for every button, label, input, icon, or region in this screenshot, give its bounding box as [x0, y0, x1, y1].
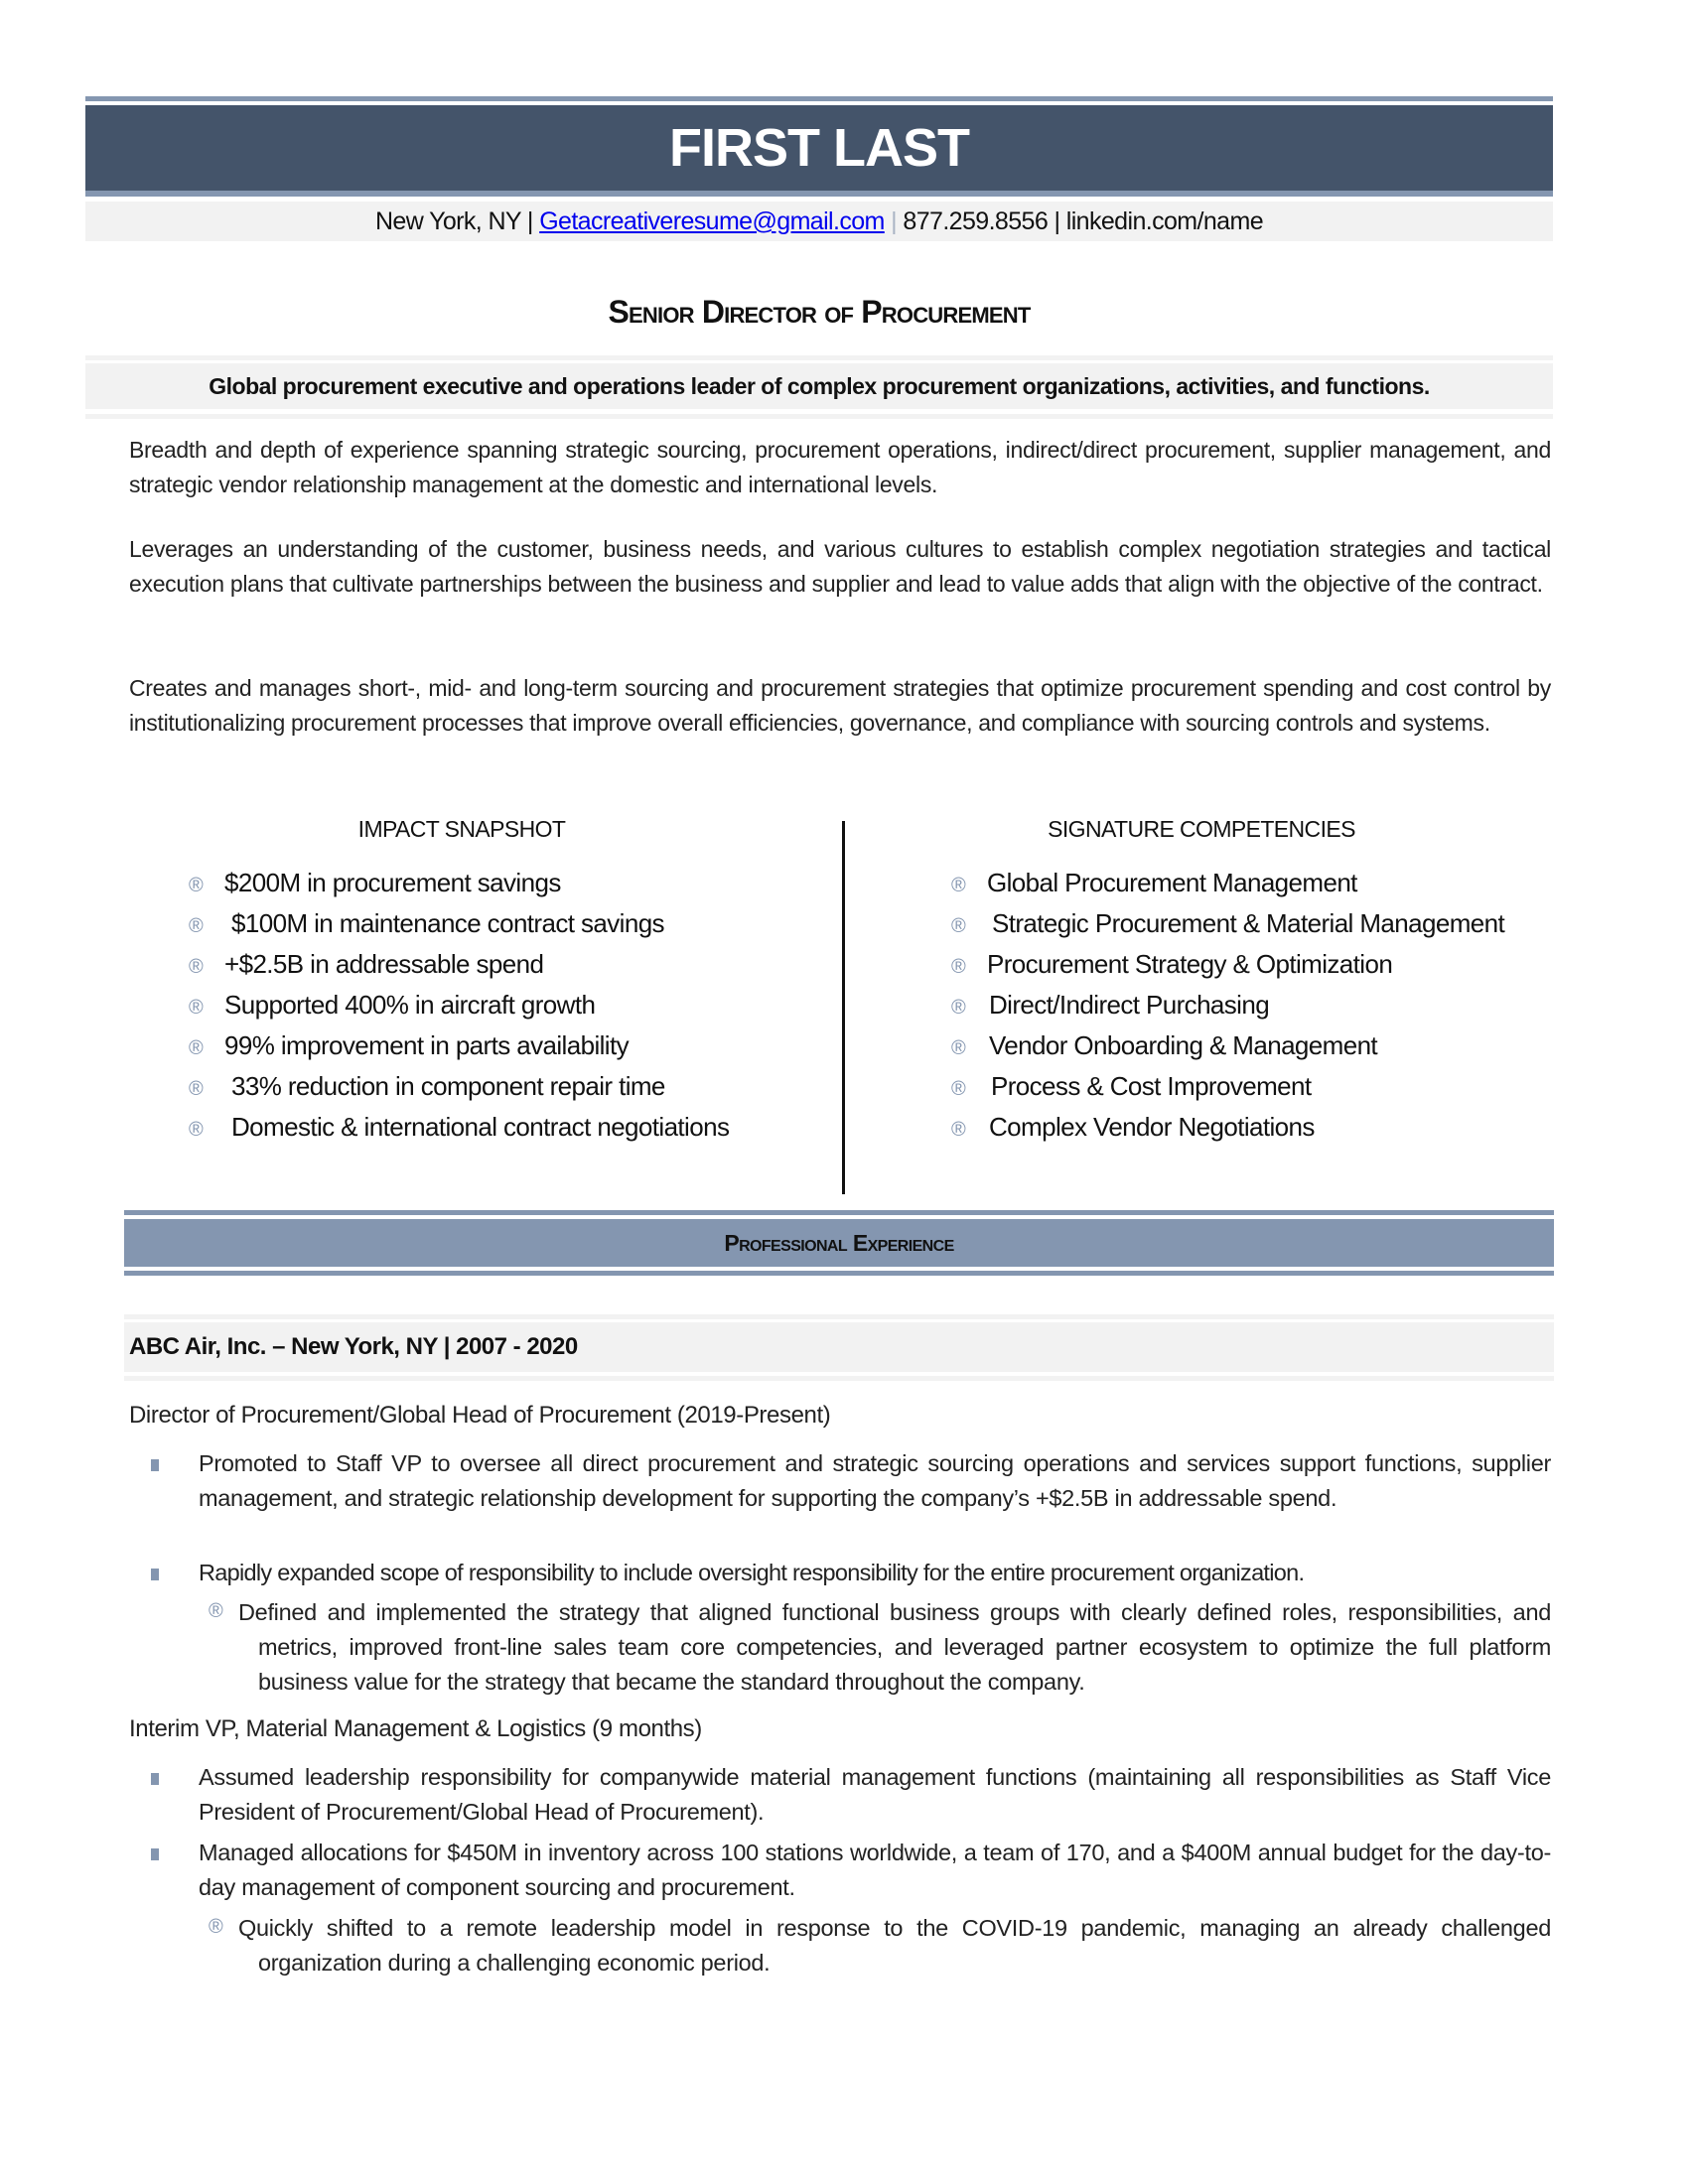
registered-icon: ® [951, 997, 966, 1019]
competency-item: ® Complex Vendor Negotiations [951, 1107, 1504, 1148]
registered-icon: ® [189, 1037, 204, 1059]
registered-icon: ® [951, 1078, 966, 1100]
registered-icon: ® [189, 1078, 204, 1100]
competencies-list [951, 863, 1504, 1148]
linkedin-link[interactable]: linkedin.com/name [1065, 207, 1264, 235]
header-bottom-rule [85, 191, 1553, 197]
competency-item: ® Procurement Strategy & Optimization [951, 944, 1504, 985]
registered-icon: ® [189, 1119, 204, 1141]
summary-paragraph: Creates and manages short-, mid- and long-term sourcing and procurement strategies that optimize procurement spending and cost control by institutionalizing procurement processes that improve overall efficiencies, governance, and compliance with sourcing controls and systems. [129, 675, 1551, 736]
registered-icon: ® [189, 956, 204, 978]
impact-item: ® 33% reduction in component repair time [189, 1066, 729, 1107]
impact-item: ® $100M in maintenance contract savings [189, 903, 729, 944]
role-sub-bullet [238, 1911, 1551, 1980]
registered-icon: ® [209, 1916, 223, 1938]
experience-bottom-rule [124, 1271, 1554, 1276]
registered-icon: ® [209, 1600, 223, 1622]
registered-icon: ® [189, 875, 204, 896]
impact-snapshot-heading: IMPACT SNAPSHOT [357, 816, 566, 842]
competency-item: ® Process & Cost Improvement [951, 1066, 1504, 1107]
registered-icon: ® [189, 997, 204, 1019]
square-bullet-icon [151, 1459, 159, 1471]
experience-section-title: Professional Experience [724, 1230, 954, 1256]
contact-separator: | [526, 207, 533, 235]
role-sub-bullet-text: Quickly shifted to a remote leadership model in response to the COVID-19 pandemic, managing an already challenged organization during a challenging economic period. [238, 1915, 1551, 1976]
registered-icon: ® [951, 915, 966, 937]
impact-list [189, 863, 729, 1148]
impact-item: ® 99% improvement in parts availability [189, 1025, 729, 1066]
company-heading: ABC Air, Inc. – New York, NY | 2007 - 2020 [129, 1333, 578, 1360]
role-sub-bullet-text: Defined and implemented the strategy that aligned functional business groups with clearly defined roles, responsibilities, and metrics, improved front-line sales team core competencies, and leveraged partner ecosystem to optimize the full platform business value for the strategy that became the standard throughout the company. [238, 1599, 1551, 1695]
company-top-strip [124, 1314, 1554, 1319]
registered-icon: ® [951, 1119, 966, 1141]
square-bullet-icon [151, 1848, 159, 1860]
impact-item: ® Supported 400% in aircraft growth [189, 985, 729, 1025]
tagline: Global procurement executive and operations leader of complex procurement organizations, activities, and functions. [209, 373, 1430, 399]
candidate-name: FIRST LAST [669, 118, 969, 178]
tagline-bottom-strip [85, 414, 1553, 419]
experience-top-rule [124, 1210, 1554, 1215]
contact-separator: | [1054, 207, 1060, 235]
contact-location: New York, NY [374, 207, 521, 235]
role-title: Director of Procurement/Global Head of Procurement (2019-Present) [129, 1402, 831, 1429]
contact-line [85, 202, 1553, 241]
impact-item: ® +$2.5B in addressable spend [189, 944, 729, 985]
impact-item: ® $200M in procurement savings [189, 863, 729, 903]
role-bullet: Managed allocations for $450M in inventory across 100 stations worldwide, a team of 170, and a $400M annual budget for the day-to-day management of component sourcing and procurement. [199, 1840, 1551, 1900]
contact-phone: 877.259.8556 [903, 207, 1049, 235]
square-bullet-icon [151, 1773, 159, 1785]
registered-icon: ® [951, 1037, 966, 1059]
competencies-heading: SIGNATURE COMPETENCIES [1048, 816, 1355, 842]
registered-icon: ® [951, 875, 966, 896]
competency-item: ® Strategic Procurement & Material Management [951, 903, 1504, 944]
competency-item: ® Vendor Onboarding & Management [951, 1025, 1504, 1066]
company-bottom-strip [124, 1376, 1554, 1381]
registered-icon: ® [951, 956, 966, 978]
summary-paragraph: Leverages an understanding of the customer, business needs, and various cultures to establish complex negotiation strategies and tactical execution plans that cultivate partnerships between the business and supplier and lead to value adds that align with the objective of the contract. [129, 536, 1551, 597]
contact-separator: | [891, 207, 898, 235]
role-bullet: Assumed leadership responsibility for companywide material management functions (maintaining all responsibilities as Staff Vice President of Procurement/Global Head of Procurement). [199, 1764, 1551, 1825]
competency-item: ® Global Procurement Management [951, 863, 1504, 903]
role-title: Interim VP, Material Management & Logistics (9 months) [129, 1715, 702, 1742]
competency-item: ® Direct/Indirect Purchasing [951, 985, 1504, 1025]
column-divider [842, 821, 845, 1194]
square-bullet-icon [151, 1569, 159, 1580]
role-bullet: Rapidly expanded scope of responsibility to include oversight responsibility for the entire procurement organization. [199, 1560, 1305, 1585]
registered-icon: ® [189, 915, 204, 937]
role-bullet: Promoted to Staff VP to oversee all direct procurement and strategic sourcing operations and services support functions, supplier management, and strategic relationship development for supporting the company’s +$2.5B in addressable spend. [199, 1450, 1551, 1511]
tagline-top-strip [85, 355, 1553, 360]
summary-paragraph: Breadth and depth of experience spanning strategic sourcing, procurement operations, indirect/direct procurement, supplier management, and strategic vendor relationship management at the domestic and international levels. [129, 437, 1551, 497]
headline-title: Senior Director of Procurement [608, 294, 1031, 330]
impact-item: ® Domestic & international contract negotiations [189, 1107, 729, 1148]
email-link[interactable]: Getacreativeresume@gmail.com [539, 207, 885, 235]
role-sub-bullet [238, 1595, 1551, 1700]
